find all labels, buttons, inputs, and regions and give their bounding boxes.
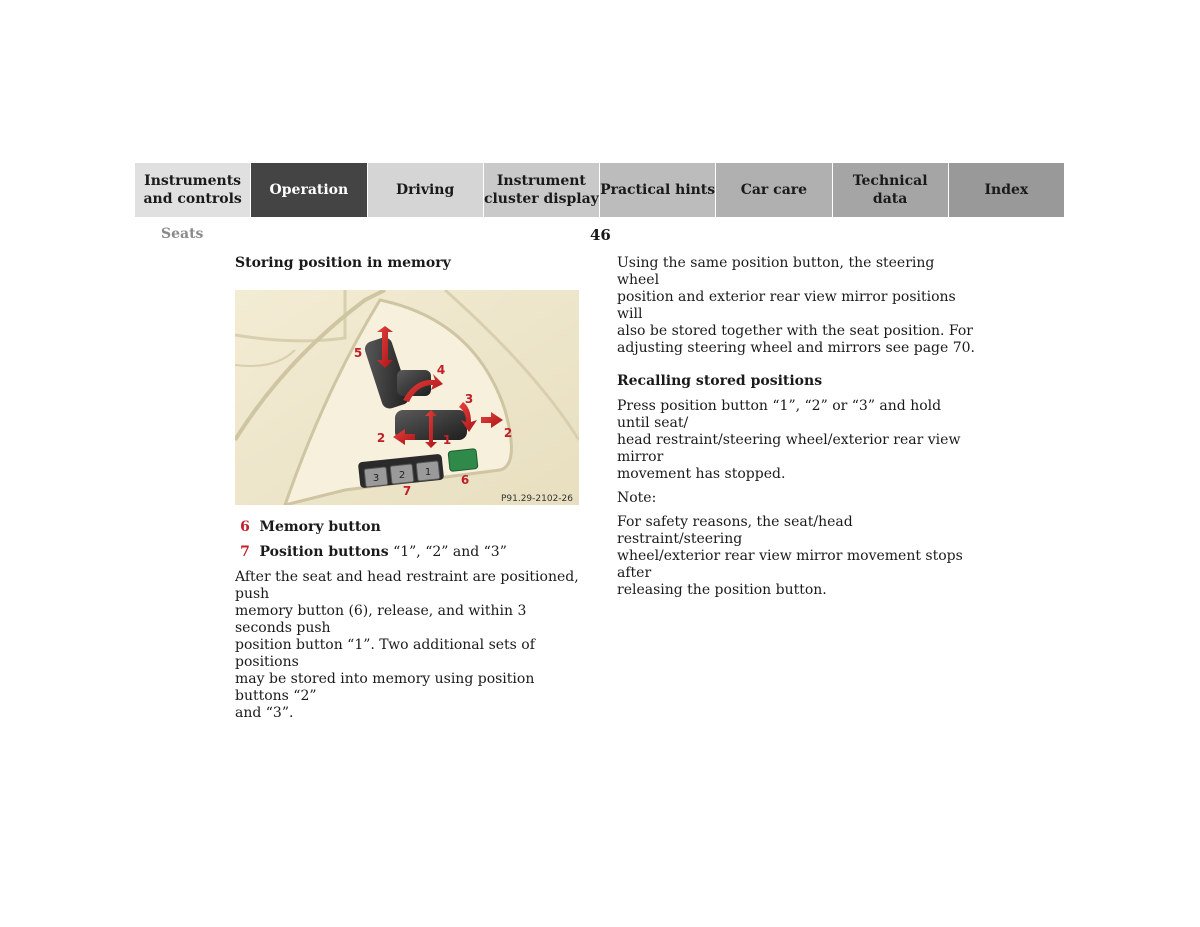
text-line: movement has stopped. bbox=[617, 466, 786, 482]
callout-2-left: 2 bbox=[376, 431, 386, 445]
tab-label-line1: Index bbox=[984, 182, 1029, 198]
legend-rest: “1”, “2” and “3” bbox=[388, 544, 507, 560]
recall-paragraph bbox=[617, 398, 977, 483]
tab-label-line1: Instruments bbox=[144, 173, 242, 189]
legend-label: Position buttons bbox=[259, 544, 389, 560]
tab-label-line1: Driving bbox=[395, 182, 455, 198]
callout-1: 1 bbox=[442, 433, 452, 447]
chapter-tabs bbox=[135, 163, 1064, 217]
tab-index[interactable] bbox=[949, 163, 1064, 217]
tab-driving[interactable] bbox=[368, 163, 484, 217]
text-line: memory button (6), release, and within 3 seconds push bbox=[235, 603, 527, 636]
note-label: Note: bbox=[617, 490, 657, 506]
tab-instruments-and-controls[interactable] bbox=[135, 163, 251, 217]
button-label: 1 bbox=[424, 467, 432, 478]
legend-label: Memory button bbox=[259, 519, 381, 535]
text-line: After the seat and head restraint are positioned, push bbox=[235, 569, 579, 602]
button-label: 2 bbox=[398, 470, 406, 481]
tab-label-line1: Technical bbox=[852, 173, 928, 189]
figure-code: P91.29-2102-26 bbox=[500, 494, 573, 504]
heading-storing-position: Storing position in memory bbox=[235, 255, 451, 271]
text-line: Using the same position button, the steering wheel bbox=[617, 255, 935, 288]
text-line: may be stored into memory using position buttons “2” bbox=[235, 671, 535, 704]
section-title: Seats bbox=[161, 226, 204, 242]
text-line: head restraint/steering wheel/exterior rear view mirror bbox=[617, 432, 961, 465]
left-heading-block bbox=[235, 255, 585, 272]
page-number: 46 bbox=[590, 226, 611, 244]
storing-instructions bbox=[235, 569, 585, 722]
callout-6: 6 bbox=[460, 473, 470, 487]
text-line: adjusting steering wheel and mirrors see page 70. bbox=[617, 340, 976, 356]
seat-memory-illustration bbox=[235, 290, 579, 505]
tab-label-line2: data bbox=[872, 191, 908, 207]
legend-number: 7 bbox=[240, 544, 250, 560]
tab-technical-data[interactable] bbox=[833, 163, 949, 217]
tab-label-line1: Instrument bbox=[496, 173, 586, 189]
right-column bbox=[617, 255, 977, 599]
intro-paragraph bbox=[617, 255, 977, 357]
note-paragraph bbox=[617, 514, 977, 599]
text-line: position button “1”. Two additional sets of positions bbox=[235, 637, 535, 670]
legend-item bbox=[235, 519, 585, 536]
legend-number: 6 bbox=[240, 519, 250, 535]
callout-5: 5 bbox=[353, 346, 363, 360]
tab-car-care[interactable] bbox=[716, 163, 832, 217]
tab-instrument-cluster-display[interactable] bbox=[484, 163, 600, 217]
memory-button bbox=[448, 449, 478, 472]
text-line: wheel/exterior rear view mirror movement stops after bbox=[617, 548, 963, 581]
text-line: Press position button “1”, “2” or “3” and hold until seat/ bbox=[617, 398, 942, 431]
tab-label-line1: Car care bbox=[740, 182, 808, 198]
text-line: For safety reasons, the seat/head restraint/steering bbox=[617, 514, 853, 547]
tab-label-line2: and controls bbox=[143, 191, 242, 207]
tab-label-line1: Practical hints bbox=[600, 182, 716, 198]
text-line: and “3”. bbox=[235, 705, 294, 721]
tab-operation[interactable] bbox=[251, 163, 367, 217]
callout-7: 7 bbox=[402, 484, 412, 498]
heading-recalling-positions: Recalling stored positions bbox=[617, 373, 823, 389]
tab-practical-hints[interactable] bbox=[600, 163, 716, 217]
text-line: releasing the position button. bbox=[617, 582, 827, 598]
tab-label-line1: Operation bbox=[269, 182, 349, 198]
callout-3: 3 bbox=[464, 392, 474, 406]
button-label: 3 bbox=[372, 473, 380, 484]
callout-4: 4 bbox=[436, 363, 446, 377]
text-line: also be stored together with the seat position. For bbox=[617, 323, 973, 339]
tab-label-line2: cluster display bbox=[483, 191, 599, 207]
callout-2-right: 2 bbox=[503, 426, 513, 440]
text-line: position and exterior rear view mirror positions will bbox=[617, 289, 956, 322]
legend-item bbox=[235, 544, 585, 561]
